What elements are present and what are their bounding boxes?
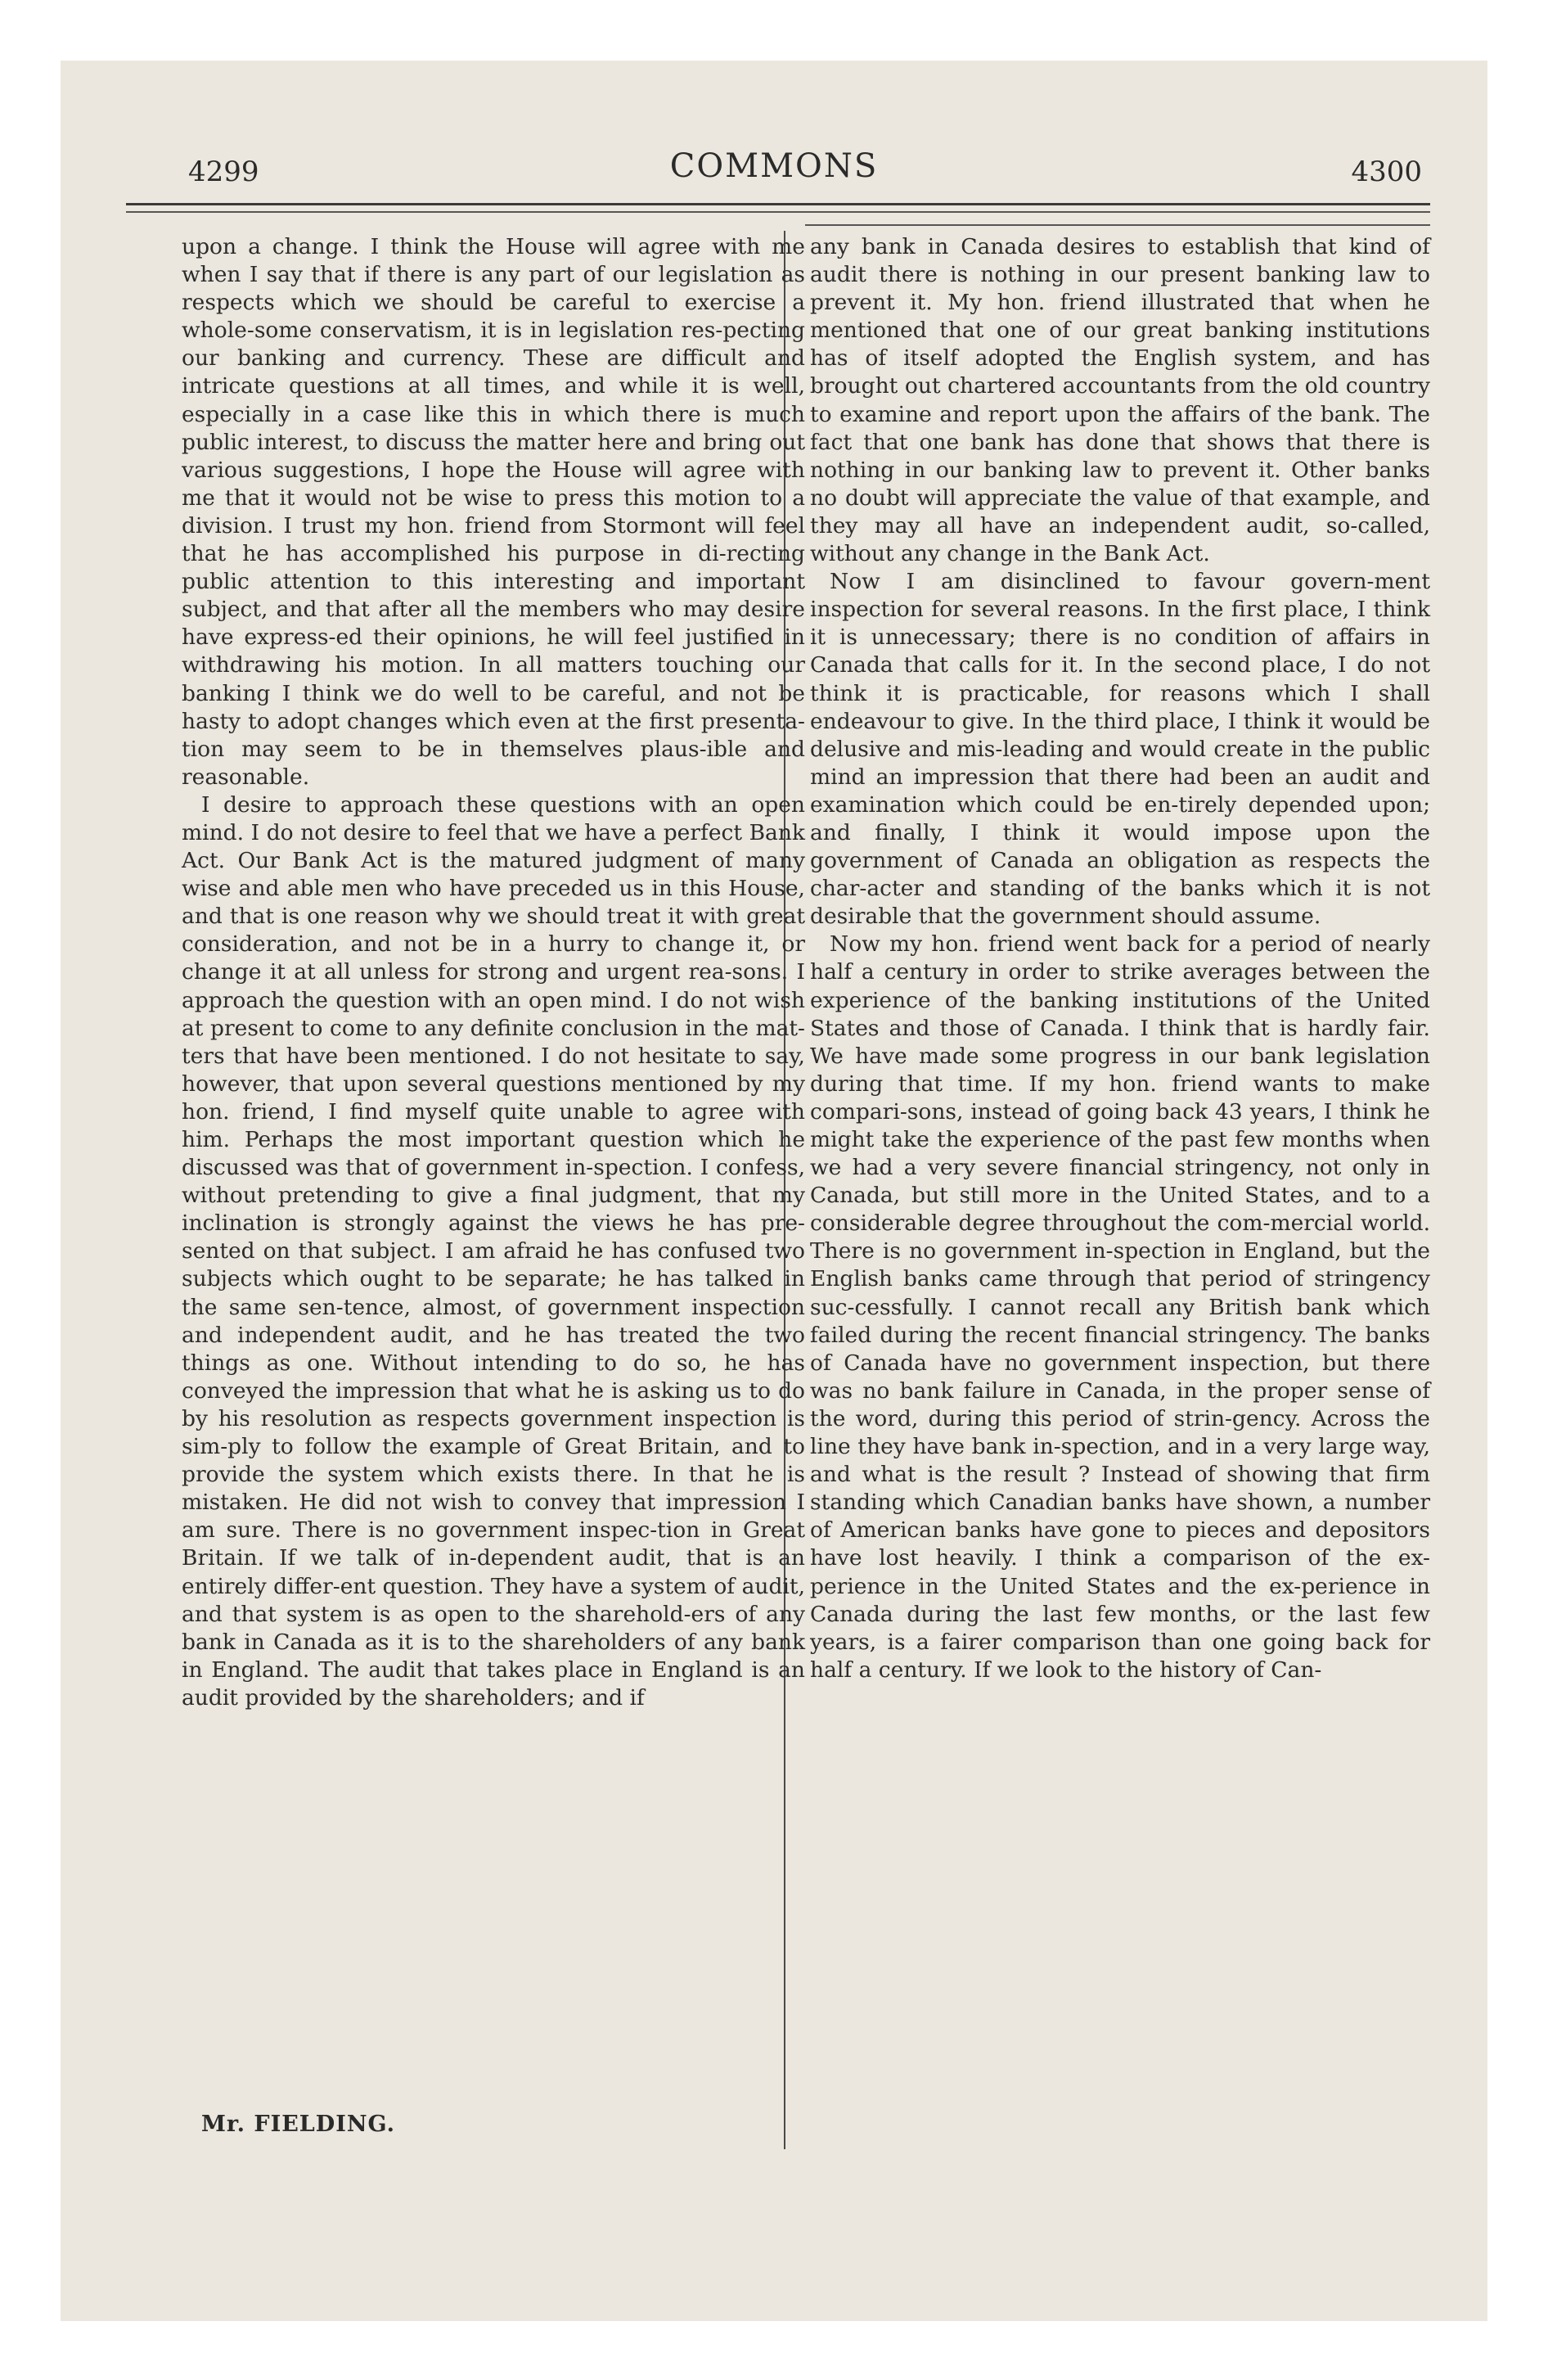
- speaker-name: Mr. FIELDING.: [201, 2112, 396, 2137]
- header-rule: [126, 203, 1430, 205]
- page-number-right: 4300: [1351, 156, 1422, 188]
- running-title: COMMONS: [669, 147, 879, 185]
- right-column: [810, 233, 1430, 1684]
- right-paragraph-1: any bank in Canada desires to establish that kind of audit there is nothing in our present banking law to prevent it. My hon. friend illustrated that when he mentioned that one of our great banking institutions has of itself adopted the English system, and has brought out chartered accountants from the old country to examine and report upon the affairs of the bank. The fact that one bank has done that shows that there is nothing in our banking law to prevent it. Other banks no doubt will appreciate the value of that example, and they may all have an independent audit, so-called, without any change in the Bank Act.: [810, 234, 1430, 567]
- left-paragraph-1: upon a change. I think the House will agree with me when I say that if there is any part of our legislation as respects which we should be careful to exercise a whole-some conservatism, it is in legislation res-pecting our banking and currency. These are difficult and intricate questions at all times, and while it is well, especially in a case like this in which there is much public interest, to discuss the matter here and bring out various suggestions, I hope the House will agree with me that it would not be wise to press this motion to a division. I trust my hon. friend from Stormont will feel that he has accomplished his purpose in di-recting public attention to this interesting and important subject, and that after all the members who may desire have express-ed their opinions, he will feel justified in withdrawing his motion. In all matters touching our banking I think we do well to be careful, and not be hasty to adopt changes which even at the first presenta-tion may seem to be in themselves plaus-ible and reasonable.: [182, 234, 805, 790]
- left-column: [182, 233, 805, 1712]
- right-paragraph-2: Now I am disinclined to favour govern-ment inspection for several reasons. In the first place, I think it is unnecessary; there is no condition of affairs in Canada that calls for it. In the second place, I do not think it is practicable, for reasons which I shall endeavour to give. In the third place, I think it would be delusive and mis-leading and would create in the public mind an impression that there had been an audit and examination which could be en-tirely depended upon; and finally, I think it would impose upon the government of Canada an obligation as respects the char-acter and standing of the banks which it is not desirable that the government should assume.: [810, 569, 1430, 930]
- right-paragraph-3: Now my hon. friend went back for a period of nearly half a century in order to strike averages between the experience of the banking institutions of the United States and those of Canada. I think that is hardly fair. We have made some progress in our bank legislation during that time. If my hon. friend wants to make compari-sons, instead of going back 43 years, I think he might take the experience of the past few months when we had a very severe financial stringency, not only in Canada, but still more in the United States, and to a considerable degree throughout the com-mercial world. There is no government in-spection in England, but the English banks came through that period of stringency suc-cessfully. I cannot recall any British bank which failed during the recent financial stringency. The banks of Canada have no government inspection, but there was no bank failure in Canada, in the proper sense of the word, during this period of strin-gency. Across the line they have bank in-spection, and in a very large way, and what is the result ? Instead of showing that firm standing which Canadian banks have shown, a number of American banks have gone to pieces and depositors have lost heavily. I think a comparison of the ex-perience in the United States and the ex-perience in Canada during the last few months, or the last few years, is a fairer comparison than one going back for half a century. If we look to the history of Can-: [810, 931, 1430, 1683]
- left-paragraph-2: I desire to approach these questions with an open mind. I do not desire to feel that we have a perfect Bank Act. Our Bank Act is the matured judgment of many wise and able men who have preceded us in this House, and that is one reason why we should treat it with great consideration, and not be in a hurry to change it, or change it at all unless for strong and urgent rea-sons. I approach the question with an open mind. I do not wish at present to come to any definite conclusion in the mat-ters that have been mentioned. I do not hesitate to say, however, that upon several questions mentioned by my hon. friend, I find myself quite unable to agree with him. Perhaps the most important question which he discussed was that of government in-spection. I confess, without pretending to give a final judgment, that my inclination is strongly against the views he has pre-sented on that subject. I am afraid he has confused two subjects which ought to be separate; he has talked in the same sen-tence, almost, of government inspection and independent audit, and he has treated the two things as one. Without intending to do so, he has conveyed the impression that what he is asking us to do by his resolution as respects government inspection is sim-ply to follow the example of Great Britain, and to provide the system which exists there. In that he is mistaken. He did not wish to convey that impression I am sure. There is no government inspec-tion in Great Britain. If we talk of in-dependent audit, that is an entirely differ-ent question. They have a system of audit, and that system is as open to the sharehold-ers of any bank in Canada as it is to the shareholders of any bank in England. The audit that takes place in England is an audit provided by the shareholders; and if: [182, 791, 805, 1711]
- page-header: [61, 61, 1487, 188]
- right-column-top-rule: [805, 224, 1430, 226]
- header-rule-secondary: [126, 211, 1430, 213]
- page-number-left: 4299: [188, 156, 259, 188]
